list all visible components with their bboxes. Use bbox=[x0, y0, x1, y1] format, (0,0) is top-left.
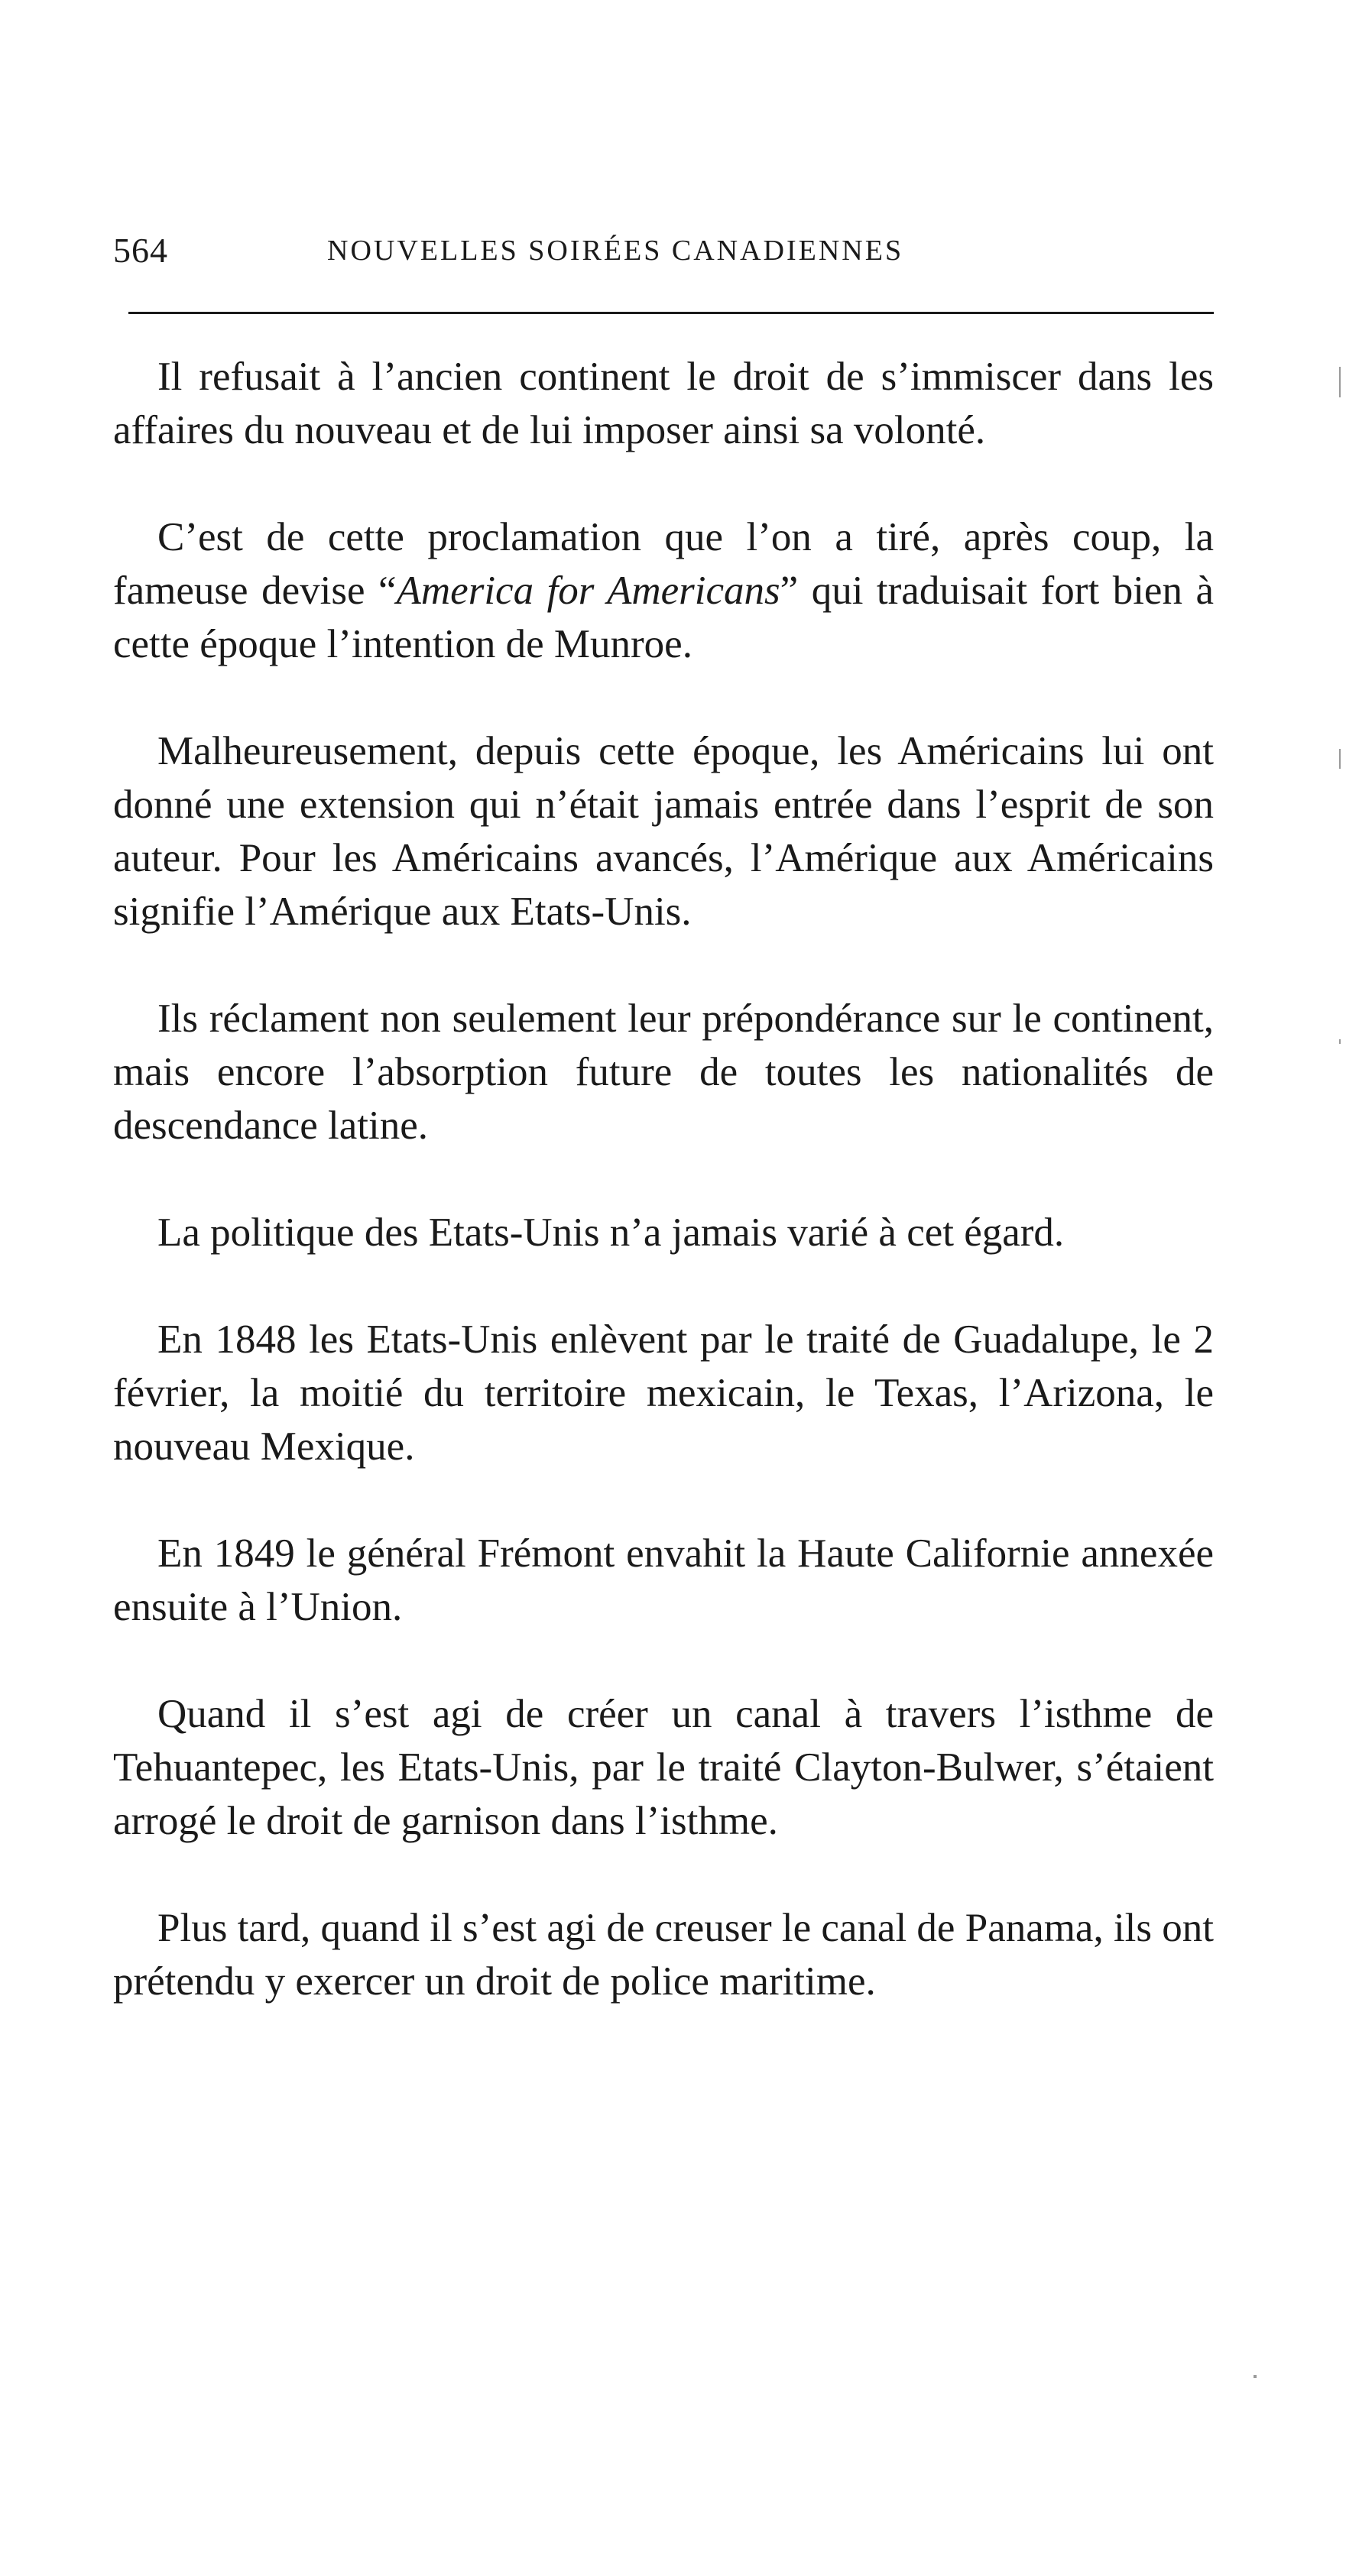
paragraph-text: En 1849 le général Frémont envahit la Haute Californie annexée ensuite à l’Union. bbox=[113, 1531, 1214, 1629]
page-number: 564 bbox=[113, 231, 168, 270]
margin-scan-mark bbox=[1339, 1039, 1341, 1044]
body-text bbox=[113, 350, 1214, 2008]
paragraph-text: La politique des Etats-Unis n’a jamais varié à cet égard. bbox=[157, 1210, 1065, 1255]
paragraph-text: En 1848 les Etats-Unis enlèvent par le traité de Guadalupe, le 2 février, la moitié du territoire mexicain, le Texas, l’Arizona, le nouveau Mexique. bbox=[113, 1317, 1214, 1469]
italic-motto: America for Americans bbox=[396, 569, 780, 613]
paragraph-text-after: ” qui traduisait fort bien à cette époque l’intention de Munroe. bbox=[113, 569, 1214, 666]
page-header bbox=[113, 228, 1214, 274]
paragraph-text: Ils réclament non seulement leur prépondérance sur le continent, mais encore l’absorption future de toutes les nationalités de descendance latine. bbox=[113, 996, 1214, 1148]
paragraph-3 bbox=[113, 724, 1214, 938]
paragraph-text: Malheureusement, depuis cette époque, les Américains lui ont donné une extension qui n’était jamais entrée dans l’esprit de son auteur. Pour les Américains avancés, l’Amérique aux Américains signifie l’Amérique aux Etats-Unis. bbox=[113, 729, 1214, 934]
paragraph-8 bbox=[113, 1687, 1214, 1848]
paragraph-6 bbox=[113, 1313, 1214, 1473]
paragraph-2 bbox=[113, 510, 1214, 671]
margin-scan-mark bbox=[1254, 2375, 1257, 2378]
running-title: NOUVELLES SOIRÉES CANADIENNES bbox=[327, 235, 904, 267]
margin-scan-mark bbox=[1339, 367, 1341, 397]
paragraph-5 bbox=[113, 1206, 1214, 1259]
paragraph-text: Quand il s’est agi de créer un canal à travers l’isthme de Tehuantepec, les Etats-Unis, par le traité Clayton-Bulwer, s’étaient arrogé le droit de garnison dans l’isthme. bbox=[113, 1692, 1214, 1843]
paragraph-text: Il refusait à l’ancien continent le droit de s’immiscer dans les affaires du nouveau et de lui imposer ainsi sa volonté. bbox=[113, 355, 1214, 452]
paragraph-1 bbox=[113, 350, 1214, 457]
margin-scan-mark bbox=[1339, 749, 1341, 769]
paragraph-text-before: C’est de cette proclamation que l’on a tiré, après coup, la fameuse devise “ bbox=[113, 515, 1214, 613]
paragraph-4 bbox=[113, 992, 1214, 1152]
header-rule bbox=[128, 312, 1214, 314]
paragraph-7 bbox=[113, 1527, 1214, 1634]
paragraph-9 bbox=[113, 1901, 1214, 2008]
paragraph-text: Plus tard, quand il s’est agi de creuser le canal de Panama, ils ont prétendu y exercer un droit de police maritime. bbox=[113, 1906, 1215, 2004]
